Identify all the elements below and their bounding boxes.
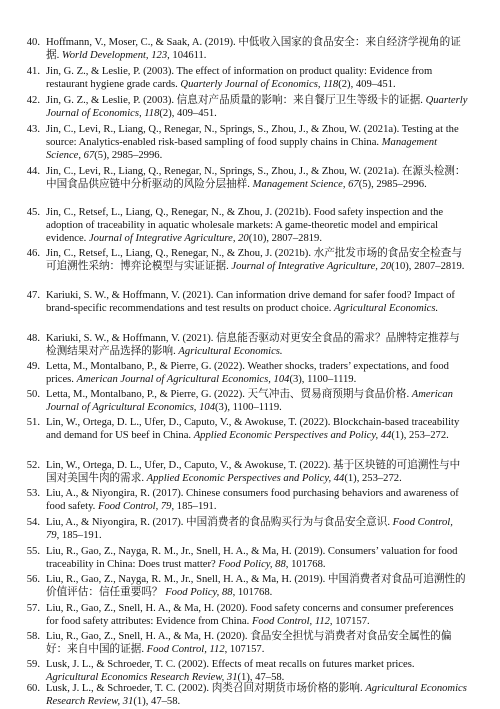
reference-item xyxy=(22,66,468,92)
reference-pages: (1), 253–272. xyxy=(344,472,402,484)
reference-journal: Agricultural Economics. xyxy=(178,345,283,357)
reference-journal: American Journal of Agricultural Economics, 104 xyxy=(76,373,290,385)
reference-item xyxy=(22,631,468,657)
reference-item xyxy=(22,333,468,359)
reference-pages: , 185–191. xyxy=(56,529,102,541)
reference-item xyxy=(22,248,468,274)
reference-journal: American Journal of Agricultural Economics, 104 xyxy=(46,389,453,413)
reference-text xyxy=(46,488,468,514)
reference-journal: Food Policy, 88 xyxy=(165,586,233,598)
reference-item xyxy=(22,389,468,415)
reference-text xyxy=(46,546,468,572)
reference-authors-title: Lusk, J. L., & Schroeder, T. C. (2002). Effects of meat recalls on futures market prices. xyxy=(46,659,415,670)
reference-pages: , 101768. xyxy=(232,586,273,598)
reference-number: 52. xyxy=(26,460,40,471)
reference-text xyxy=(46,631,468,657)
reference-number: 59. xyxy=(26,659,40,670)
reference-pages: (1), 253–272. xyxy=(391,429,449,441)
reference-text xyxy=(46,95,468,121)
reference-number: 40. xyxy=(26,37,40,48)
reference-item xyxy=(22,460,468,486)
reference-pages: (1), 47–58. xyxy=(133,695,181,707)
reference-authors-title: Lin, W., Ortega, D. L., Ufer, D., Caputo, V., & Awokuse, T. (2022). Blockchain-based traceability and demand for US beef in China. xyxy=(46,417,460,441)
reference-number: 46. xyxy=(26,248,40,259)
reference-text xyxy=(46,37,468,63)
reference-number: 42. xyxy=(26,95,40,106)
reference-authors-title: Kariuki, S. W., & Hoffmann, V. (2021). 信息能否驱动对更安全食品的需求？品牌特定推荐与检测结果对产品选择的影响. xyxy=(46,333,460,357)
reference-item xyxy=(22,124,468,162)
reference-authors-title: Liu, A., & Niyongira, R. (2017). Chinese consumers food purchasing behaviors and awareness of food safety. xyxy=(46,488,459,512)
reference-text xyxy=(46,290,468,316)
reference-number: 60. xyxy=(26,683,40,694)
reference-journal: Quarterly Journal of Economics, 118 xyxy=(180,78,339,90)
reference-text xyxy=(46,460,468,486)
reference-pages: (10), 2807–2819. xyxy=(391,260,465,272)
reference-number: 43. xyxy=(26,124,40,135)
reference-pages: , 107157. xyxy=(329,615,370,627)
reference-authors-title: Lin, W., Ortega, D. L., Ufer, D., Caputo, V., & Awokuse, T. (2022). 基于区块链的可追溯性与中国对美国牛肉的需求. xyxy=(46,460,461,484)
reference-text xyxy=(46,517,468,543)
reference-number: 55. xyxy=(26,546,40,557)
reference-journal: Food Policy, 88 xyxy=(218,558,286,570)
reference-pages: , 101768. xyxy=(285,558,326,570)
reference-pages: (2), 409–451. xyxy=(159,107,217,119)
reference-number: 49. xyxy=(26,361,40,372)
reference-authors-title: Jin, C., Retsef, L., Liang, Q., Renegar, N., & Zhou, J. (2021b). Food safety inspection and the adoption of traceability in aquatic wholesale markets: A game-theoretic model and empirical evidence. xyxy=(46,207,444,244)
reference-text xyxy=(46,659,468,685)
reference-text xyxy=(46,361,468,387)
reference-number: 47. xyxy=(26,290,40,301)
reference-pages: (2), 409–451. xyxy=(338,78,396,90)
reference-journal: World Development, 123 xyxy=(61,49,168,61)
reference-text xyxy=(46,207,468,245)
reference-journal: Management Science, 67 xyxy=(252,178,359,190)
reference-item xyxy=(22,207,468,245)
reference-pages: (5), 2985–2996. xyxy=(358,178,427,190)
reference-item xyxy=(22,488,468,514)
reference-authors-title: Liu, R., Gao, Z., Nayga, R. M., Jr., Snell, H. A., & Ma, H. (2019). 中国消费者对食品可追溯性的价值评估：信任重要吗？ xyxy=(46,574,466,598)
reference-item xyxy=(22,95,468,121)
reference-authors-title: Hoffmann, V., Moser, C., & Saak, A. (2019). 中低收入国家的食品安全：来自经济学视角的证据. xyxy=(46,37,461,61)
reference-authors-title: Lusk, J. L., & Schroeder, T. C. (2002). 肉类召回对期货市场价格的影响. xyxy=(46,683,366,694)
reference-item xyxy=(22,37,468,63)
reference-authors-title: Kariuki, S. W., & Hoffmann, V. (2021). Can information drive demand for safer food? Impact of brand-specific recommendations and test results on product choice. xyxy=(46,290,455,314)
reference-journal: Food Control, 79 xyxy=(97,500,172,512)
reference-journal: Food Control, 79 xyxy=(46,517,453,541)
reference-pages: (1), 47–58. xyxy=(237,671,285,683)
reference-text xyxy=(46,417,468,443)
reference-pages: (3), 1100–1119. xyxy=(215,401,282,413)
reference-text xyxy=(46,248,468,274)
reference-text xyxy=(46,683,468,709)
reference-journal: Journal of Integrative Agriculture, 20 xyxy=(231,260,392,272)
reference-number: 45. xyxy=(26,207,40,218)
reference-text xyxy=(46,66,468,92)
reference-pages: (5), 2985–2996. xyxy=(94,149,163,161)
reference-number: 56. xyxy=(26,574,40,585)
reference-pages: (10), 2807–2819. xyxy=(248,232,322,244)
reference-authors-title: Jin, C., Retsef, L., Liang, Q., Renegar, N., & Zhou, J. (2021b). 水产批发市场的食品安全检查与可追溯性采纳：博弈论模型与实证证据. xyxy=(46,248,462,272)
reference-item xyxy=(22,683,468,709)
reference-item xyxy=(22,603,468,629)
reference-authors-title: Jin, C., Levi, R., Liang, Q., Renegar, N., Springs, S., Zhou, J., & Zhou, W. (2021a). Testing at the source: Analytics-enabled risk-based sampling of food supply chains in China. xyxy=(46,124,459,148)
reference-text xyxy=(46,166,468,192)
reference-authors-title: Letta, M., Montalbano, P., & Pierre, G. (2022). Weather shocks, traders’ expectations, and food prices. xyxy=(46,361,449,385)
reference-journal: Journal of Integrative Agriculture, 20 xyxy=(88,232,249,244)
reference-item xyxy=(22,166,468,192)
reference-item xyxy=(22,546,468,572)
reference-number: 44. xyxy=(26,166,40,177)
reference-journal: Applied Economic Perspectives and Policy, 44 xyxy=(146,472,345,484)
reference-number: 48. xyxy=(26,333,40,344)
reference-journal: Food Control, 112 xyxy=(251,615,330,627)
reference-pages: , 107157. xyxy=(224,643,265,655)
reference-text xyxy=(46,603,468,629)
reference-pages: , 185–191. xyxy=(171,500,217,512)
reference-journal: Quarterly Journal of Economics, 118 xyxy=(46,95,468,119)
reference-text xyxy=(46,389,468,415)
reference-number: 41. xyxy=(26,66,40,77)
reference-journal: Agricultural Economics. xyxy=(334,302,439,314)
reference-number: 58. xyxy=(26,631,40,642)
reference-authors-title: Liu, R., Gao, Z., Snell, H. A., & Ma, H. (2020). Food safety concerns and consumer preferences for food safety attributes: Evidence from China. xyxy=(46,603,454,627)
reference-text xyxy=(46,124,468,162)
reference-authors-title: Jin, G. Z., & Leslie, P. (2003). The effect of information on product quality: Evidence from restaurant hygiene grade cards. xyxy=(46,66,433,90)
reference-text xyxy=(46,333,468,359)
reference-journal: Food Control, 112 xyxy=(146,643,225,655)
reference-item xyxy=(22,659,468,685)
reference-item xyxy=(22,290,468,316)
reference-pages: (3), 1100–1119. xyxy=(289,373,357,385)
reference-number: 51. xyxy=(26,417,40,428)
reference-journal: Agricultural Economics Research Review, 31 xyxy=(46,683,467,707)
reference-authors-title: Letta, M., Montalbano, P., & Pierre, G. (2022). 天气冲击、贸易商预期与食品价格. xyxy=(46,389,412,400)
reference-journal: Applied Economic Perspectives and Policy, 44 xyxy=(193,429,392,441)
reference-authors-title: Liu, R., Gao, Z., Snell, H. A., & Ma, H. (2020). 食品安全担忧与消费者对食品安全属性的偏好：来自中国的证据. xyxy=(46,631,452,655)
reference-number: 54. xyxy=(26,517,40,528)
reference-pages: , 104611. xyxy=(167,49,207,61)
reference-authors-title: Liu, A., & Niyongira, R. (2017). 中国消费者的食品购买行为与食品安全意识. xyxy=(46,517,393,528)
reference-authors-title: Jin, C., Levi, R., Liang, Q., Renegar, N., Springs, S., Zhou, J., & Zhou, W. (2021a). 在源头检测：中国食品供应链中分析驱动的风险分层抽样. xyxy=(46,166,466,190)
reference-authors-title: Jin, G. Z., & Leslie, P. (2003). 信息对产品质量的影响：来自餐厅卫生等级卡的证据. xyxy=(46,95,426,106)
reference-number: 57. xyxy=(26,603,40,614)
reference-item xyxy=(22,417,468,443)
reference-number: 50. xyxy=(26,389,40,400)
reference-journal: Agricultural Economics Research Review, 31 xyxy=(46,671,238,683)
reference-item xyxy=(22,361,468,387)
reference-authors-title: Liu, R., Gao, Z., Nayga, R. M., Jr., Snell, H. A., & Ma, H. (2019). Consumers’ valuation for food traceability in China: Does trust matter? xyxy=(46,546,458,570)
reference-text xyxy=(46,574,468,600)
reference-number: 53. xyxy=(26,488,40,499)
reference-item xyxy=(22,574,468,600)
reference-item xyxy=(22,517,468,543)
reference-journal: Management Science, 67 xyxy=(46,136,438,161)
